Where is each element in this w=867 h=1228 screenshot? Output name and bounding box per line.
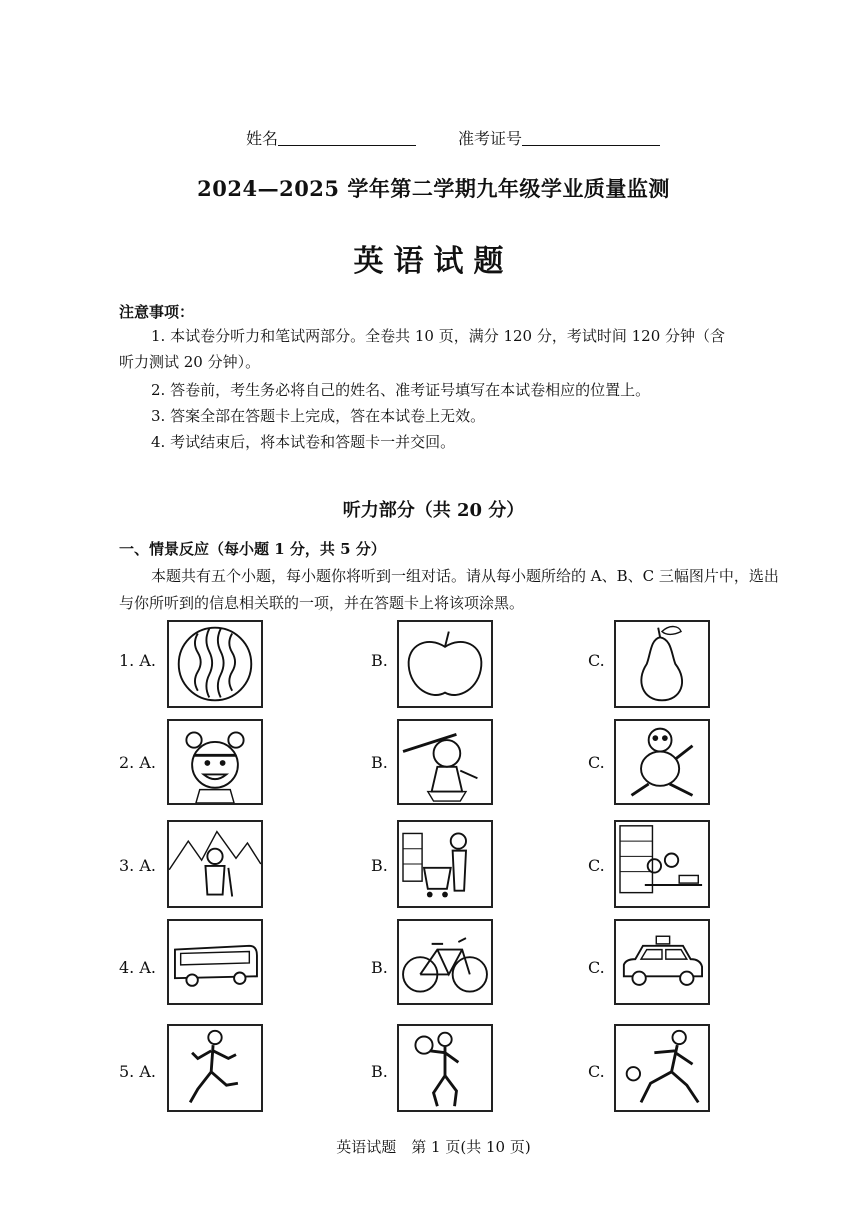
part-title: 一、情景反应（每小题 1 分，共 5 分）: [119, 540, 386, 558]
page-footer: 英语试题 第 1 页(共 10 页): [336, 1138, 531, 1156]
kungfu-panda-icon[interactable]: [614, 719, 710, 805]
exam-number-blank[interactable]: [522, 129, 660, 146]
question-3-b-label: B.: [371, 856, 388, 875]
volleyball-icon[interactable]: [397, 1024, 493, 1112]
question-2-a-label: 2. A.: [119, 753, 156, 772]
section-title: 听力部分（共 20 分）: [342, 500, 525, 521]
question-1-b-label: B.: [371, 651, 388, 670]
hiker-mountains-icon[interactable]: [167, 820, 263, 908]
question-5-b-label: B.: [371, 1062, 388, 1081]
apple-icon[interactable]: [397, 620, 493, 708]
watermelon-icon[interactable]: [167, 620, 263, 708]
running-icon[interactable]: [167, 1024, 263, 1112]
question-4-a-label: 4. A.: [119, 958, 156, 977]
library-reading-icon[interactable]: [614, 820, 710, 908]
bus-icon[interactable]: [167, 919, 263, 1005]
subject-title: 英语试题: [353, 244, 514, 279]
question-4-b-label: B.: [371, 958, 388, 977]
question-1-a-label: 1. A.: [119, 651, 156, 670]
question-4-c-label: C.: [588, 958, 605, 977]
monkey-king-icon[interactable]: [397, 719, 493, 805]
note-item: 听力测试 20 分钟）。: [119, 353, 261, 371]
name-label: 姓名: [246, 129, 279, 148]
question-3-a-label: 3. A.: [119, 856, 156, 875]
note-item: 3. 答案全部在答题卡上完成，答在本试卷上无效。: [151, 407, 486, 425]
question-5-a-label: 5. A.: [119, 1062, 156, 1081]
question-1-c-label: C.: [588, 651, 605, 670]
taxi-icon[interactable]: [614, 919, 710, 1005]
name-field: [246, 126, 416, 149]
exam-title: 2024—2025 学年第二学期九年级学业质量监测: [197, 176, 670, 201]
name-blank[interactable]: [278, 129, 416, 146]
shopping-cart-icon[interactable]: [397, 820, 493, 908]
note-item: 1. 本试卷分听力和笔试两部分。全卷共 10 页，满分 120 分，考试时间 120 分钟（含: [151, 327, 726, 345]
question-2-b-label: B.: [371, 753, 388, 772]
pear-icon[interactable]: [614, 620, 710, 708]
exam-number-label: 准考证号: [458, 129, 523, 148]
question-3-c-label: C.: [588, 856, 605, 875]
instruction: 本题共有五个小题，每小题你将听到一组对话。请从每小题所给的 A、B、C 三幅图片中，选出与你所听到的信息相关联的一项，并在答题卡上将该项涂黑。: [119, 567, 779, 612]
notes-heading: 注意事项：: [119, 303, 195, 321]
note-item: 2. 答卷前，考生务必将自己的姓名、准考证号填写在本试卷相应的位置上。: [151, 381, 651, 399]
bicycle-icon[interactable]: [397, 919, 493, 1005]
question-5-c-label: C.: [588, 1062, 605, 1081]
soccer-icon[interactable]: [614, 1024, 710, 1112]
note-item: 4. 考试结束后，将本试卷和答题卡一并交回。: [151, 433, 456, 451]
exam-number-field: [458, 126, 660, 149]
question-2-c-label: C.: [588, 753, 605, 772]
cartoon-girl-icon[interactable]: [167, 719, 263, 805]
